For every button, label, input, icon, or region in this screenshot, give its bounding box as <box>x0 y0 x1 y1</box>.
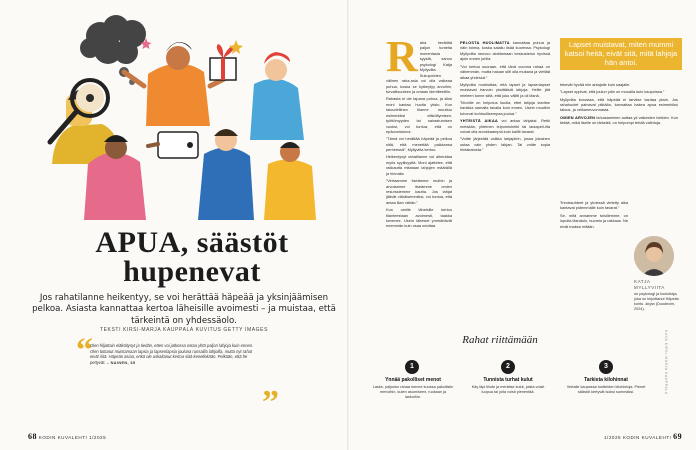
lead-paragraph: Jos rahatilanne heikentyy, se voi herättää häpeää ja yksinjäämisen pelkoa. Asiasta kannattaa kertoa läheisille avoimesti – ja muistaa, että tärkeintä on yhdessäolo. <box>32 293 336 326</box>
col1-p6: Kun omille läheisille kertoo tilanteestaan avoimesti, taakka kevenee. Usein läheiset ymmärtävät enemmän kuin osaa odottaa. <box>386 207 452 229</box>
col2-heading: PELOSTA HUOLIMATTA <box>460 40 510 45</box>
tip-box-title: Rahat riittämään <box>462 334 538 346</box>
pull-quote: Lapset muistavat, miten mummi katsoi heitä, eivät sitä, mitä lahjoja hän antoi. <box>560 38 682 70</box>
drop-cap: R <box>386 32 418 81</box>
open-quote-icon: “ <box>76 332 93 369</box>
column-3 <box>560 82 678 127</box>
author-photo <box>634 236 674 276</box>
col2-p4: ”Monille on helpotus kuulla, ettei lahjoja tarvitse hankkia samalla tavalla kuin ennen. Usein muutkin toivovat kohtuullisempaa joulua.” <box>460 99 550 116</box>
col2-p1: kannattaa puhua ja näin toimia, koska salailu lisää kuormaa. Psykologi Myllyviita neuvoo aloittamaan keskustelun hyvissä ajoin ennen juhlia. <box>460 40 550 62</box>
col2-p2: ”Voi kertoa suoraan, että tänä vuonna rahaa on vähemmän, mutta haluan silti olla mukana ja viettää aikaa yhdessä.” <box>460 63 550 80</box>
col3-p2: ”Lapset oppivat, että joulun ydin on muualla kuin kaupoissa.” <box>560 89 665 95</box>
column-1 <box>386 32 452 231</box>
col1-p3: ”Tämä voi herättää häpeää ja pelkoa siitä, että menettää paikkansa perheessä”, Myllyviita kertoo. <box>386 136 452 153</box>
step-2-number: 2 <box>501 360 515 374</box>
column-2 <box>460 40 550 154</box>
col3-p1: tekevät hyvää niin antajalle kuin saajalle. <box>560 82 631 87</box>
col1-p1: aha herättää paljon tunteita monentasia syystä, sanoo psykologi Katja Myllyviita. Sukupolvien välinen raha-asia voi olla vaikeaa puhua, koska se kytkeytyy arvoihin, turvallisuuteen ja omaan identiteettiin. <box>386 40 452 95</box>
col3-p3: Myllyviita korostaa, että häpeää ei tarvitse kantaa yksin. Jos rahahuolet painavat pitkään, kannattaa hakea apua esimerkiksi talous- ja velkaneuvonnasta. <box>560 96 678 113</box>
step-2-title: Tunnista turhat kulut <box>483 377 533 383</box>
col2b-p2: ”Voitte järjestää vaikka lahjapiirin, jossa jokainen ostaa vain yhden lahjan. Tai voitte sopia hintakatosta.” <box>460 136 550 153</box>
headline-line-2: hupenevat <box>123 255 261 288</box>
col1-p4: Heikentynyt rahatilanne voi aiheuttaa myös syyllisyyttä. Moni ajattelee, että rakkautta mitataan lahjojen määrällä ja hinnalla. <box>386 154 452 176</box>
step-1-number: 1 <box>405 360 419 374</box>
col3b-p3: Se, mitä annamme toisillemme, on lopulta läsnäolo, huomio ja rakkaus. Ne eivät maksa mitään. <box>560 212 628 229</box>
col1-p2: Rahasta ei ole tapana puhua, ja siksi moni kantaa huolta yksin. Kun taloudellinen tilanne muuttuu esimerkiksi eläköitymisen, työttömyyden tai sairastumisen vuoksi, voi tuntua, että on epäonnistunut. <box>386 96 452 135</box>
step-3-number: 3 <box>599 360 613 374</box>
column-3-cont <box>560 200 628 231</box>
right-folio-text: 1/2025 KODIN KUVALEHTI <box>604 435 672 440</box>
col2-heading-2: YHTEISTÄ AIKAA <box>460 118 498 124</box>
illustration-people-icon <box>28 14 338 226</box>
col2b-p1: voi antaa lahjaksi. Retki metsään, yhteinen leipomishetki tai lautapeli-ilta voivat olla arvokkaampia kuin kalliit tavarat. <box>460 118 550 134</box>
headline-line-1: APUA, säästöt <box>95 226 289 259</box>
col3-heading: OMIEN ARVOJEN <box>560 114 596 120</box>
reader-quote-text: Olen hiljattain eläköitynyt ja tiedän, etten voi jatkossa ostaa yhtä paljon lahjoja kuin ennen. Olen tottunut muistamaan lapsia ja lapsenlapsia jouluna runsailla lahjoilla, mutta nyt rahat eivät riitä. Häpeän asiaa, enkä ole uskaltanut kertoa siitä kenellekään. Pelkään, että he pettyvät. <box>90 343 254 365</box>
col2-p3: Myllyviita muistuttaa, että lapset ja lapsenlapset muistavat harvoin yksittäisiä lahjoja. Heille jää mieleen tunne siitä, että joku välitti ja oli läsnä. <box>460 81 550 98</box>
col1-p5: ”Vertaamme itseämme muihin ja arvotamme itseämme omien resurssiemme kautta. Jos lahjat jäävät vähäisemmiksi, voi tuntua, että antaa liian vähän.” <box>386 178 452 205</box>
right-folio <box>604 432 682 441</box>
byline-credits: TEKSTI KIRSI-MARJA KAUPPALA KUVITUS GETTY IMAGES <box>99 327 269 333</box>
author-name: KATJA MYLLYVIITA <box>634 279 665 290</box>
author-bio: on psykologi ja kouluttaja, joka on kirjoittanut Häpeän kohtu -kirjan (Duodecim, 2024). <box>634 292 679 311</box>
close-quote-icon: ” <box>262 384 279 421</box>
gutter <box>347 0 349 450</box>
step-1-title: Ynnää pakolliset menot <box>385 377 441 383</box>
left-folio-text: KODIN KUVALEHTI 1/2025 <box>38 435 107 440</box>
step-3-title: Tarkista kilohinnat <box>584 377 628 383</box>
left-page-number: 68 <box>28 432 37 441</box>
page-headline <box>62 228 322 286</box>
hero-illustration <box>28 14 338 226</box>
reader-quote-author: – NAINEN, 65 <box>106 360 136 365</box>
step-3-text: Vertaile kaupassa tuotteiden kilohintoja. Pienet säästöt kertyvät isoksi summaksi. <box>566 385 646 395</box>
portrait-icon <box>634 236 674 276</box>
step-2-text: Käy läpi tiliote ja merkitse kulut, joista voisit luopua tai joita voisit pienentää. <box>471 385 545 395</box>
right-page-number: 69 <box>673 432 683 441</box>
photo-credit: KUVA KIRSI-MARJA KAUPPALA <box>664 330 668 395</box>
step-1-text: Laske, paljonko rahaa menee kuussa pakollisiin menoihin, kuten asumiseen, ruokaan ja laskuihin. <box>372 385 454 400</box>
col3b-p1: kirkastaminen auttaa yli vaikeiden hetkien. Kun tietää, mikä itselle on tärkeää, on helpompi tehdä valintoja. <box>560 114 678 126</box>
col3b-p2: ”Ihmissuhteet ja yhdessä vietetty aika kantavat pidemmälle kuin tavarat.” <box>560 200 628 211</box>
left-folio <box>28 432 106 441</box>
reader-quote <box>90 343 258 366</box>
